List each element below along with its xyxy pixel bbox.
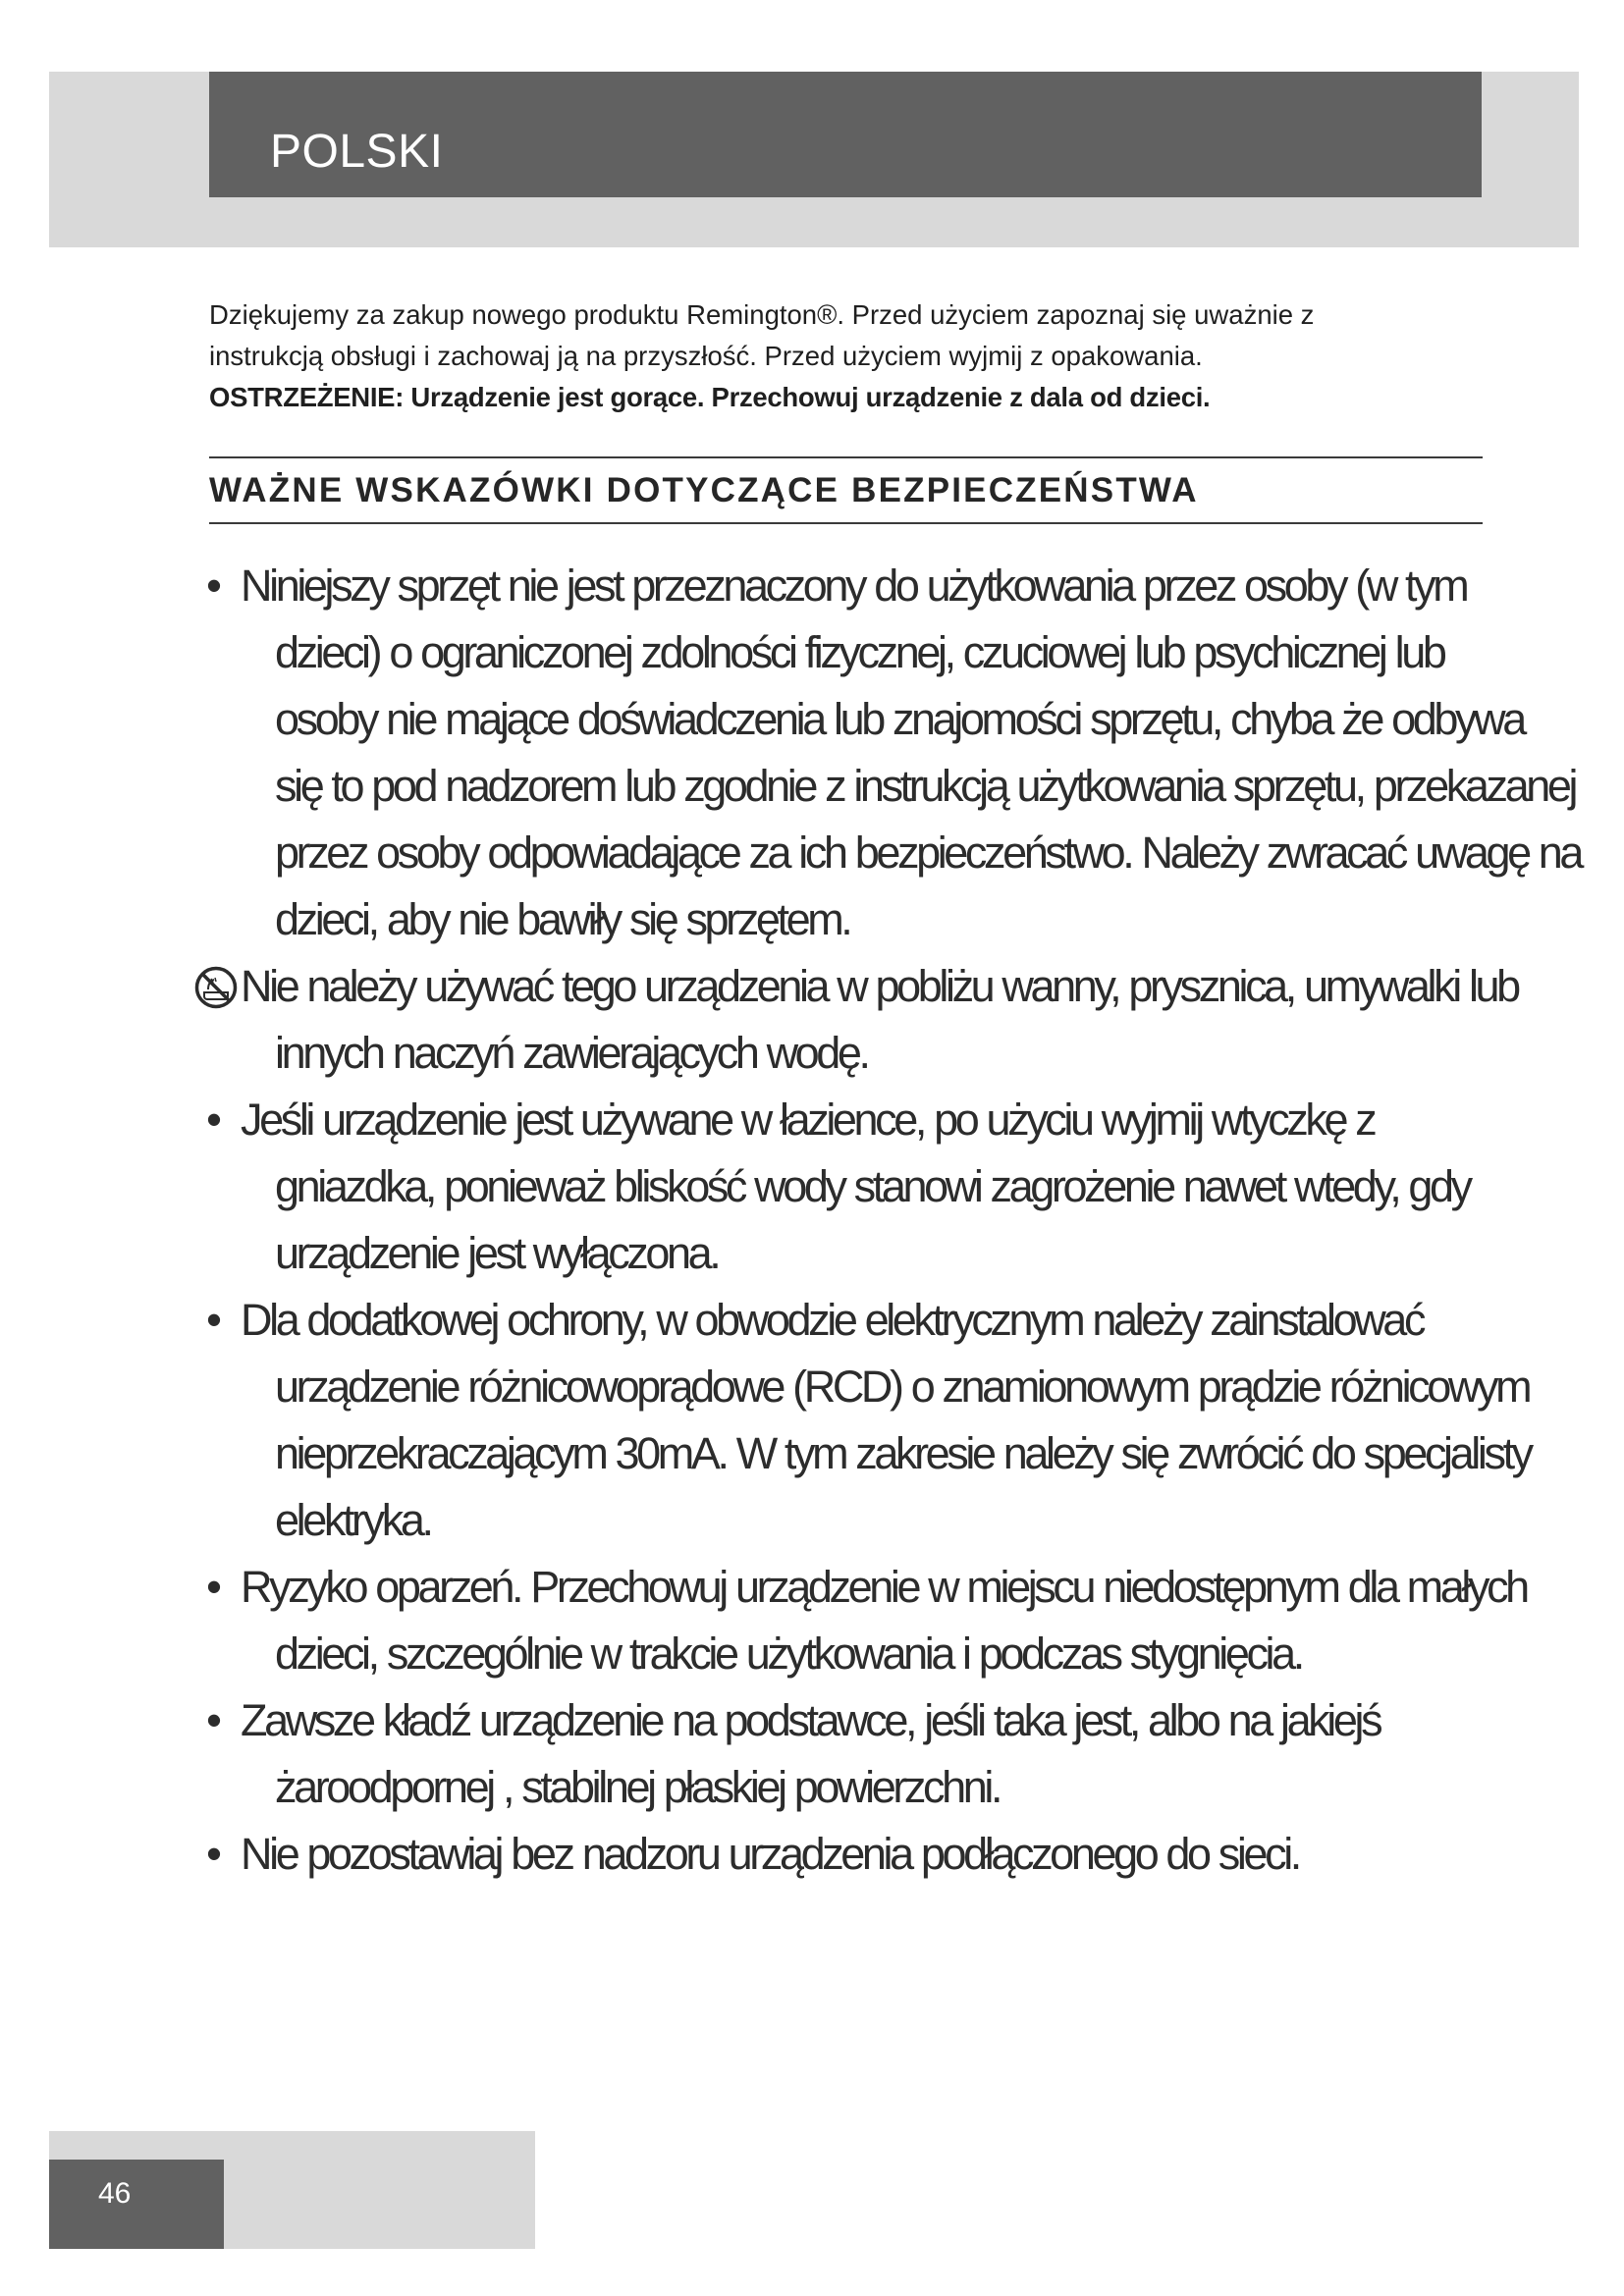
intro-text (209, 294, 1486, 418)
safety-item (196, 1687, 1512, 1821)
item-line: Zawsze kładź urządzenie na podstawce, jeśli taka jest, albo na jakiejś (241, 1695, 1380, 1745)
item-line: elektryka. (275, 1495, 431, 1545)
item-line: dzieci, szczególnie w trakcie użytkowania i podczas stygnięcia. (275, 1629, 1302, 1679)
safety-item (196, 1821, 1512, 1888)
safety-item (196, 1287, 1531, 1554)
item-line: Dla dodatkowej ochrony, w obwodzie elektrycznym należy zainstalować (241, 1295, 1424, 1345)
bullet-marker: • (206, 1829, 222, 1879)
page-number: 46 (98, 2177, 132, 2210)
item-line: gniazdka, ponieważ bliskość wody stanowi zagrożenie nawet wtedy, gdy (275, 1161, 1470, 1211)
bullet-marker: • (206, 1562, 222, 1612)
item-line: Nie należy używać tego urządzenia w pobliżu wanny, prysznica, umywalki lub (241, 961, 1518, 1011)
item-line: dzieci, aby nie bawiły się sprzętem. (275, 894, 850, 944)
bullet-marker: • (206, 1095, 222, 1145)
item-line: się to pod nadzorem lub zgodnie z instrukcją użytkowania sprzętu, przekazanej (275, 761, 1576, 811)
item-line: żaroodpornej , stabilnej płaskiej powierzchni. (275, 1762, 1001, 1812)
item-line: Nie pozostawiaj bez nadzoru urządzenia podłączonego do sieci. (241, 1829, 1299, 1879)
item-line: osoby nie mające doświadczenia lub znajomości sprzętu, chyba że odbywa (275, 694, 1524, 744)
intro-line: instrukcją obsługi i zachowaj ją na przyszłość. Przed użyciem wyjmij z opakowania. (209, 341, 1203, 371)
bullet-marker: • (206, 1295, 222, 1345)
section-divider-bottom (209, 522, 1483, 524)
item-line: urządzenie jest wyłączona. (275, 1228, 719, 1278)
safety-item (196, 553, 1582, 953)
section-heading: WAŻNE WSKAZÓWKI DOTYCZĄCE BEZPIECZEŃSTWA (209, 471, 1199, 509)
intro-line: Dziękujemy za zakup nowego produktu Remington®. Przed użyciem zapoznaj się uważnie z (209, 299, 1315, 330)
item-line: nieprzekraczającym 30mA. W tym zakresie należy się zwrócić do specjalisty (275, 1428, 1531, 1478)
item-line: Ryzyko oparzeń. Przechowuj urządzenie w miejscu niedostępnym dla małych (241, 1562, 1527, 1612)
item-line: urządzenie różnicowoprądowe (RCD) o znamionowym prądzie różnicowym (275, 1362, 1530, 1412)
safety-item (196, 953, 1518, 1087)
header-bar (209, 72, 1482, 197)
safety-item (196, 1554, 1527, 1687)
safety-item (196, 1087, 1512, 1287)
safety-instructions-list (196, 553, 1582, 1888)
item-line: innych naczyń zawierających wodę. (275, 1028, 868, 1078)
page-number-box (49, 2160, 224, 2249)
item-line: Jeśli urządzenie jest używane w łazience, po użyciu wyjmij wtyczkę z (241, 1095, 1375, 1145)
bullet-marker: • (206, 1695, 222, 1745)
item-line: przez osoby odpowiadające za ich bezpieczeństwo. Należy zwracać uwagę na (275, 828, 1582, 878)
item-line: dzieci) o ograniczonej zdolności fizycznej, czuciowej lub psychicznej lub (275, 627, 1444, 677)
section-divider-top (209, 456, 1483, 458)
warning-text: OSTRZEŻENIE: Urządzenie jest gorące. Przechowuj urządzenie z dala od dzieci. (209, 382, 1211, 412)
no-water-icon (194, 966, 238, 1009)
bullet-marker: • (206, 561, 222, 611)
language-title: POLSKI (270, 126, 444, 178)
item-line: Niniejszy sprzęt nie jest przeznaczony do użytkowania przez osoby (w tym (241, 561, 1467, 611)
